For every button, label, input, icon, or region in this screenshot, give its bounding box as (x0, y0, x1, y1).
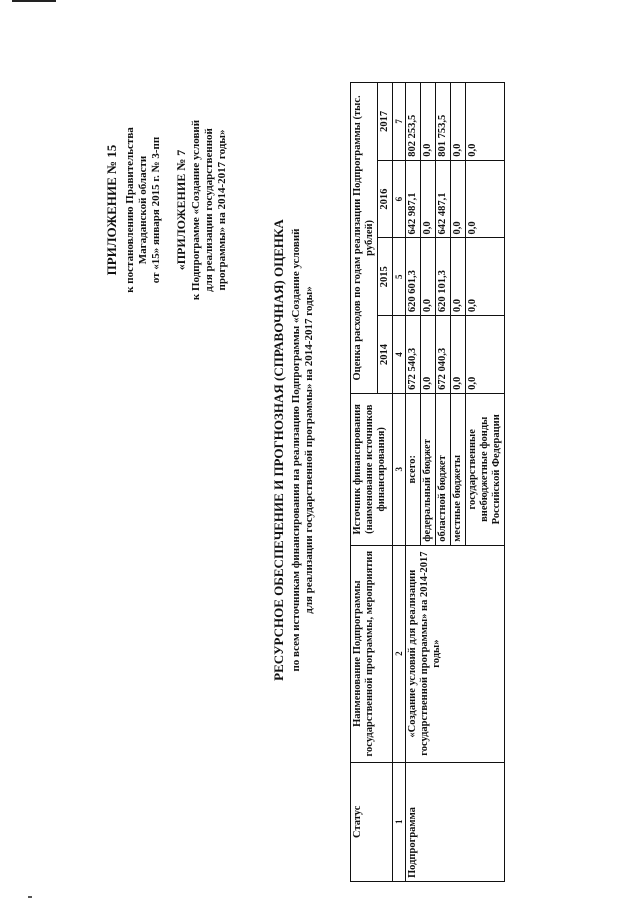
value-cell: 0,0 (466, 160, 505, 238)
value-cell: 620 101,3 (436, 238, 451, 316)
value-cell: 0,0 (466, 238, 505, 316)
value-cell: 0,0 (421, 160, 436, 238)
header-year: 2015 (378, 238, 393, 316)
program-appendix-number: «ПРИЛОЖЕНИЕ № 7 (174, 149, 188, 271)
value-cell: 0,0 (451, 83, 466, 161)
value-cell: 642 987,1 (406, 160, 421, 238)
document-title: РЕСУРСНОЕ ОБЕСПЕЧЕНИЕ И ПРОГНОЗНАЯ (СПРАВОЧНАЯ) ОЦЕНКА (271, 219, 286, 681)
value-cell: 0,0 (451, 238, 466, 316)
appendix-line-2: Магаданской области (137, 155, 149, 265)
value-cell: 672 040,3 (436, 316, 451, 394)
value-cell: 801 753,5 (436, 83, 451, 161)
subtitle-line-1: по всем источникам финансирования на реализацию Подпрограммы «Создание условий (290, 228, 302, 672)
value-cell: 0,0 (421, 83, 436, 161)
header-estimate: Оценка расходов по годам реализации Подпрограммы (тыс. рублей) (351, 83, 378, 394)
rotated-page (40, 0, 600, 890)
subtitle-line-2: для реализации государственной программы» на 2014-2017 годы» (303, 286, 315, 614)
value-cell: 0,0 (466, 83, 505, 161)
column-number-row (393, 83, 406, 882)
column-number: 7 (393, 83, 406, 161)
scan-speck (28, 896, 32, 898)
column-number: 1 (393, 762, 406, 881)
header-year: 2016 (378, 160, 393, 238)
source-cell: областной бюджет (436, 393, 451, 545)
appendix-line-1: к постановлению Правительства (124, 127, 136, 293)
source-cell: федеральный бюджет (421, 393, 436, 545)
header-row (351, 83, 378, 882)
value-cell: 672 540,3 (406, 316, 421, 394)
value-cell: 620 601,3 (406, 238, 421, 316)
document-subtitle (290, 20, 316, 880)
source-cell: местные бюджеты (451, 393, 466, 545)
header-year: 2014 (378, 316, 393, 394)
value-cell: 0,0 (421, 238, 436, 316)
appendix-line-3: от «15» января 2015 г. № 3-пп (150, 136, 162, 284)
value-cell: 0,0 (451, 160, 466, 238)
status-cell: Подпрограмма (406, 762, 505, 881)
value-cell: 0,0 (466, 316, 505, 394)
value-cell: 0,0 (421, 316, 436, 394)
column-number: 5 (393, 238, 406, 316)
program-name-cell: «Создание условий для реализации государственной программы» на 2014-2017 годы» (406, 545, 505, 762)
program-appendix-line-2: для реализации государственной (203, 128, 215, 292)
appendix-header (105, 10, 229, 410)
header-year: 2017 (378, 83, 393, 161)
source-cell: всего: (406, 393, 421, 545)
source-cell: государственные внебюджетные фонды Российской Федерации (466, 393, 505, 545)
value-cell: 0,0 (451, 316, 466, 394)
header-status: Статус (351, 762, 393, 881)
column-number: 2 (393, 545, 406, 762)
column-number: 3 (393, 393, 406, 545)
column-number: 4 (393, 316, 406, 394)
header-source: Источник финансирования (наименование источников финансирования) (351, 393, 393, 545)
header-name: Наименование Подпрограммы государственной программы, мероприятия (351, 545, 393, 762)
column-number: 6 (393, 160, 406, 238)
program-appendix-line-1: к Подпрограмме «Создание условий (190, 119, 202, 301)
appendix-number: ПРИЛОЖЕНИЕ № 15 (104, 144, 119, 276)
resource-table (350, 82, 505, 882)
value-cell: 802 253,5 (406, 83, 421, 161)
table-row (406, 83, 421, 882)
value-cell: 642 487,1 (436, 160, 451, 238)
program-appendix-line-3: программы» на 2014-2017 годы» (216, 129, 228, 291)
